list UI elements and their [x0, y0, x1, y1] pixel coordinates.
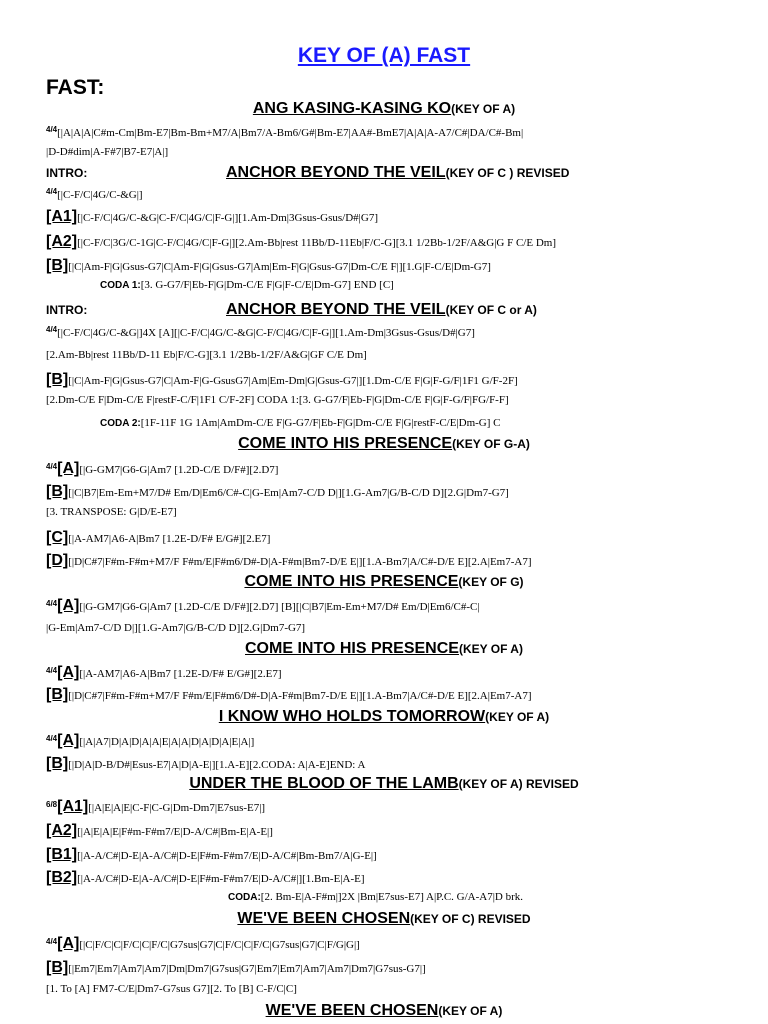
song-heading: INTRO: ANCHOR BEYOND THE VEIL(KEY OF C ) REVISED: [46, 164, 570, 181]
chord-line: [1. To [A] FM7-C/E|Dm7-G7sus G7][2. To [B] C-F/C|C]: [46, 983, 297, 995]
chord-line: CODA:[2. Bm-E|A-F#m|]2X |Bm|E7sus-E7] A|P.C. G/A-A7|D brk.: [228, 891, 524, 903]
chord-line: [B][|C|Am-F|G|Gsus-G7|C|Am-F|G-GsusG7|Am|Em-Dm|G|Gsus-G7|][1.Dm-C/E F|G|F-G/F|1F1 G/F-2F]: [46, 371, 518, 388]
chord-line: [B][|D|C#7|F#m-F#m+M7/F F#m/E|F#m6/D#-D|A-F#m|Bm7-D/E E|][1.A-Bm7|A/C#-D/E E][2.A|Em7-A7]: [46, 686, 532, 703]
chord-line: $^{4/4}$[|A|A|A|C#m-Cm|Bm-E7|Bm-Bm+M7/A|Bm7/A-Bm6/G#|Bm-E7|AA#-BmE7|A|A|A-A7/C#|DA/C#-Bm|: [46, 125, 524, 139]
chord-line: |D-D#dim|A-F#7|B7-E7|A|]: [46, 146, 169, 158]
chord-line: [2.Am-Bb|rest 11Bb/D-11 Eb|F/C-G][3.1 1/2Bb-1/2F/A&G|GF C/E Dm]: [46, 349, 367, 361]
song-heading: WE'VE BEEN CHOSEN(KEY OF C) REVISED: [237, 910, 531, 927]
chord-line: $^{4/4}$[A][|A-AM7|A6-A|Bm7 [1.2E-D/F# E/G#][2.E7]: [46, 664, 282, 681]
song-heading: COME INTO HIS PRESENCE(KEY OF G-A): [238, 435, 530, 452]
song-heading: ANG KASING-KASING KO(KEY OF A): [252, 100, 516, 117]
chord-line: [2.Dm-C/E F|Dm-C/E F|restF-C/F|1F1 C/F-2F] CODA 1:[3. G-G7/F|Eb-F|G|Dm-C/E F|G|F-G/F|FG/F-F]: [46, 394, 509, 406]
chord-line: $^{4/4}$[|C-F/C|4G/C-&G|]: [46, 187, 143, 201]
chord-line: $^{4/4}$[A][|A|A7|D|A|D|A|A|E|A|A|D|A|D|A|E|A|]: [46, 732, 255, 749]
chord-line: [B][|C|Am-F|G|Gsus-G7|C|Am-F|G|Gsus-G7|Am|Em-F|G|Gsus-G7|Dm-C/E F|][1.G|F-C/E|Dm-G7]: [46, 257, 491, 274]
fast-label: FAST:: [46, 76, 105, 99]
song-heading: COME INTO HIS PRESENCE(KEY OF A): [245, 640, 523, 657]
chord-line: [A1][|C-F/C|4G/C-&G|C-F/C|4G/C|F-G|][1.Am-Dm|3Gsus-Gsus/D#|G7]: [46, 208, 378, 225]
song-heading: I KNOW WHO HOLDS TOMORROW(KEY OF A): [218, 708, 550, 725]
chord-line: CODA 2:[1F-11F 1G 1Am|AmDm-C/E F|G-G7/F|Eb-F|G|Dm-C/E F|G|restF-C/E|Dm-G] C: [100, 417, 501, 429]
chord-line: [D][|D|C#7|F#m-F#m+M7/F F#m/E|F#m6/D#-D|A-F#m|Bm7-D/E E|][1.A-Bm7|A/C#-D/E E][2.A|Em7-A7]: [46, 552, 532, 569]
song-heading: COME INTO HIS PRESENCE(KEY OF G): [244, 573, 524, 590]
song-heading: INTRO: ANCHOR BEYOND THE VEIL(KEY OF C or A): [46, 301, 537, 318]
chord-line: [B][|Em7|Em7|Am7|Am7|Dm|Dm7|G7sus|G7|Em7|Em7|Am7|Am7|Dm7|G7sus-G7|]: [46, 959, 426, 976]
chord-line: $^{6/8}$[A1][|A|E|A|E|C-F|C-G|Dm-Dm7|E7sus-E7|]: [46, 798, 266, 815]
chord-line: [A2][|C-F/C|3G/C-1G|C-F/C|4G/C|F-G|][2.Am-Bb|rest 11Bb/D-11Eb|F/C-G][3.1 1/2Bb-1/2F/A&G|G F C/E Dm]: [46, 233, 556, 250]
chord-line: [B][|D|A|D-B/D#|Esus-E7|A|D|A-E|][1.A-E][2.CODA: A|A-E]END: A: [46, 755, 366, 772]
chord-line: $^{4/4}$[A][|G-GM7|G6-G|Am7 [1.2D-C/E D/F#][2.D7] [B][|C|B7|Em-Em+M7/D# Em/D|Em6/C#-C|: [46, 597, 480, 614]
chord-line: [A2][|A|E|A|E|F#m-F#m7/E|D-A/C#|Bm-E|A-E|]: [46, 822, 273, 839]
chord-line: [B2][|A-A/C#|D-E|A-A/C#|D-E|F#m-F#m7/E|D-A/C#|][1.Bm-E|A-E]: [46, 869, 365, 886]
chord-line: $^{4/4}$[A][|G-GM7|G6-G|Am7 [1.2D-C/E D/F#][2.D7]: [46, 460, 279, 477]
chord-line: [B][|C|B7|Em-Em+M7/D# Em/D|Em6/C#-C|G-Em|Am7-C/D D|][1.G-Am7|G/B-C/D D][2.G|Dm7-G7]: [46, 483, 509, 500]
chord-line: [C][|A-AM7|A6-A|Bm7 [1.2E-D/F# E/G#][2.E7]: [46, 529, 271, 546]
song-heading: UNDER THE BLOOD OF THE LAMB(KEY OF A) REVISED: [189, 775, 579, 792]
chord-line: |G-Em|Am7-C/D D|][1.G-Am7|G/B-C/D D][2.G|Dm7-G7]: [46, 622, 306, 634]
chord-line: [3. TRANSPOSE: G|D/E-E7]: [46, 506, 177, 518]
chord-line: $^{4/4}$[|C-F/C|4G/C-&G|]4X [A][|C-F/C|4G/C-&G|C-F/C|4G/C|F-G|][1.Am-Dm|3Gsus-Gsus/D#|G7]: [46, 325, 475, 339]
chord-line: CODA 1:[3. G-G7/F|Eb-F|G|Dm-C/E F|G|F-C/E|Dm-G7] END [C]: [100, 279, 394, 291]
document-title: KEY OF (A) FAST: [297, 44, 471, 67]
song-heading: WE'VE BEEN CHOSEN(KEY OF A): [265, 1002, 503, 1019]
chord-line: [B1][|A-A/C#|D-E|A-A/C#|D-E|F#m-F#m7/E|D-A/C#|Bm-Bm7/A|G-E|]: [46, 846, 377, 863]
chord-line: $^{4/4}$[A][|C|F/C|C|F/C|C|F/C|G7sus|G7|C|F/C|C|F/C|G7sus|G7|C|F/G|G|]: [46, 935, 360, 952]
